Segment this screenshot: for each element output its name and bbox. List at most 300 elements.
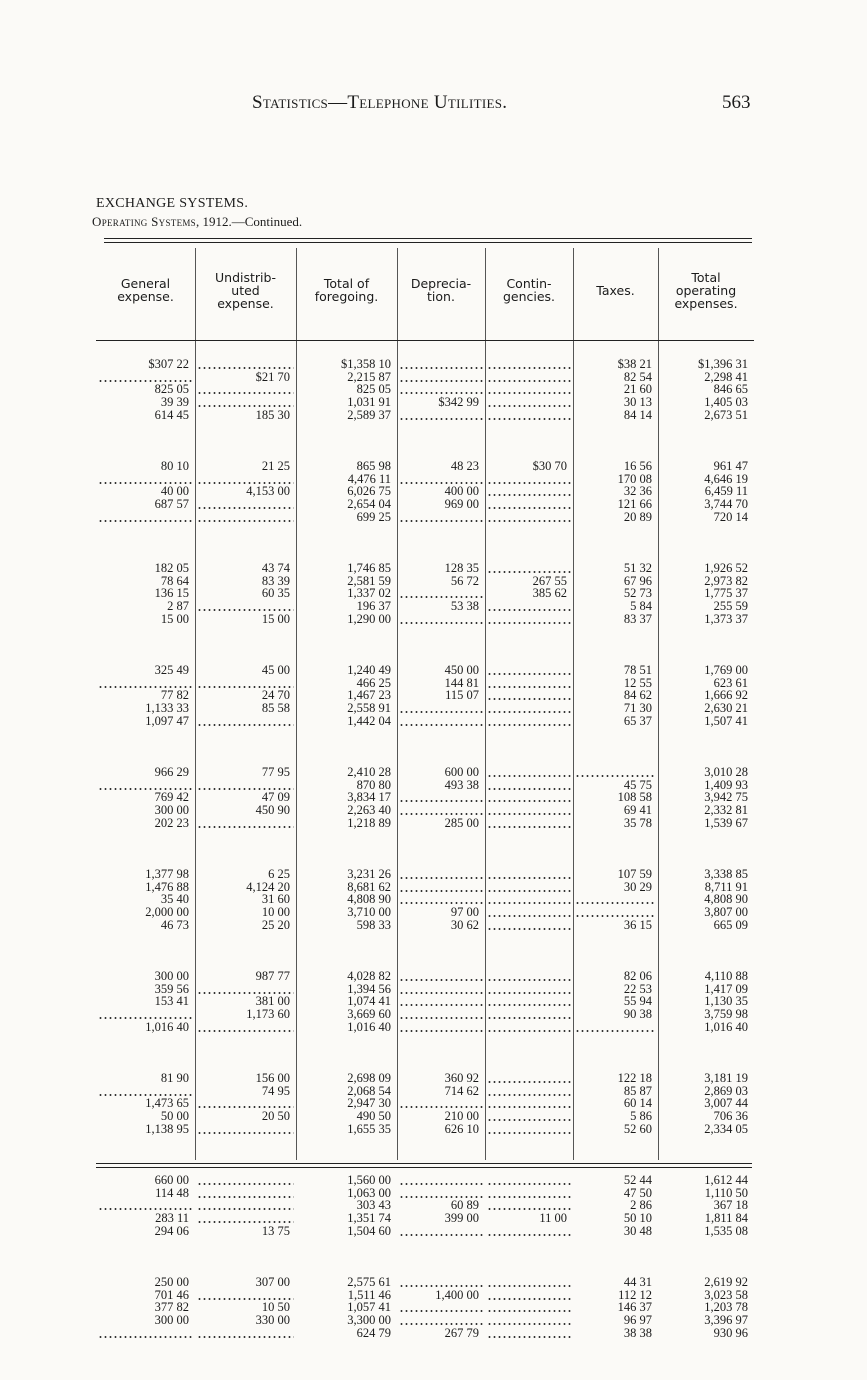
table-cell [575,473,656,485]
table-cell [98,498,193,510]
cell-value: 706 36 [713,1110,748,1123]
cell-value: $1,396 31 [698,358,748,370]
table-cell [399,1072,483,1084]
table-cell [197,1008,294,1020]
cell-value: 128 35 [444,562,479,574]
cell-value: 170 08 [617,472,652,485]
table-cell [197,1289,294,1301]
cell-value: 450 00 [444,664,479,676]
table-cell [660,1021,752,1033]
cell-value: 2 87 [167,600,189,613]
cell-value: 1,467 23 [347,689,391,702]
table-cell [98,1072,193,1084]
table-cell [197,575,294,587]
cell-value: 660 00 [154,1174,189,1186]
table-cell [399,473,483,485]
table-cell [399,409,483,421]
table-cell [399,868,483,880]
table-cell [399,613,483,625]
cell-value: 2,869 03 [704,1084,748,1097]
column-separator [397,248,398,1160]
cell-value: 1,373 37 [704,612,748,625]
table-cell [575,1327,656,1339]
cell-value: 5 86 [630,1110,652,1123]
table-cell [399,371,483,383]
cell-value: 2,630 21 [704,702,748,715]
table-cell [487,383,571,395]
table-cell [575,779,656,791]
page-number: 563 [722,92,751,113]
table-cell [98,396,193,408]
table-cell [98,1187,193,1199]
cell-value: 35 78 [623,816,652,829]
table-cell [197,1301,294,1313]
cell-value: 466 25 [356,676,391,689]
cell-value: 4,124 20 [246,880,290,893]
bottom-rule-upper [96,1163,752,1164]
table-cell [487,1072,571,1084]
caption-suffix: , 1912.—Continued. [195,214,303,229]
table-cell [575,613,656,625]
cell-value: 65 37 [623,714,652,727]
table-cell [660,919,752,931]
table-cell [197,383,294,395]
table-cell [298,1123,395,1135]
table-cell [399,485,483,497]
cell-value: 493 38 [444,778,479,791]
cell-value: 2,215 87 [347,370,391,383]
cell-value: 1,473 65 [145,1097,189,1110]
cell-value: 3,807 00 [704,906,748,919]
table-cell [487,868,571,880]
cell-value: 2,334 05 [704,1122,748,1135]
cell-value: 21 25 [261,460,290,472]
table-cell [298,485,395,497]
table-cell [487,677,571,689]
cell-value: 769 42 [154,791,189,804]
table-cell [660,1008,752,1020]
table-cell [98,409,193,421]
table-cell [197,983,294,995]
expense-table [96,248,754,1339]
table-cell [298,1174,395,1186]
table-cell [197,473,294,485]
cell-value: 1,666 92 [704,689,748,702]
cell-value: 1,476 88 [145,880,189,893]
table-cell [399,1212,483,1224]
table-cell [660,358,752,370]
table-cell [487,1008,571,1020]
cell-value: 1,110 50 [704,1186,748,1199]
cell-value: 3,710 00 [347,906,391,919]
column-separator [296,248,297,1160]
cell-value: 3,396 97 [704,1314,748,1327]
table-cell [98,485,193,497]
table-caption-line-2 [92,214,302,230]
cell-value: 1,133 33 [145,702,189,715]
cell-value: 3,669 60 [347,1008,391,1021]
cell-value: 52 60 [623,1122,652,1135]
table-cell [660,689,752,701]
cell-value: 35 40 [160,893,189,906]
table-cell [298,409,395,421]
table-cell [298,995,395,1007]
cell-value: 1,511 46 [347,1288,391,1301]
table-cell [660,906,752,918]
table-cell [487,358,571,370]
cell-value: 13 75 [261,1224,290,1237]
cell-value: 122 18 [617,1072,652,1084]
cell-value: 614 45 [154,408,189,421]
cell-value: 3,007 44 [704,1097,748,1110]
table-cell [298,779,395,791]
table-cell [575,396,656,408]
table-cell [197,371,294,383]
table-cell [660,677,752,689]
table-cell [197,613,294,625]
table-cell [487,1199,571,1211]
cell-value: 2,410 28 [347,766,391,778]
table-cell [98,689,193,701]
table-cell [197,766,294,778]
table-cell [575,702,656,714]
cell-value: 1,173 60 [246,1008,290,1021]
table-cell [98,906,193,918]
table-cell [298,1097,395,1109]
table-cell [399,881,483,893]
cell-value: 4,110 88 [704,970,748,982]
cell-value: 1,138 95 [145,1122,189,1135]
table-cell [197,1072,294,1084]
table-cell [660,1187,752,1199]
cell-value: 1,031 91 [347,396,391,409]
table-cell [575,804,656,816]
table-cell [98,600,193,612]
table-cell [197,995,294,1007]
cell-value: 720 14 [713,510,748,523]
cell-value: 45 00 [261,664,290,676]
cell-value: 185 30 [255,408,290,421]
cell-value: $21 70 [255,370,290,383]
table-cell [660,460,752,472]
table-cell [98,1199,193,1211]
table-cell [98,473,193,485]
table-cell [575,677,656,689]
table-cell [399,906,483,918]
table-cell [487,1289,571,1301]
table-cell [660,600,752,612]
table-cell [298,575,395,587]
table-cell [575,1301,656,1313]
table-cell [298,473,395,485]
table-cell [399,587,483,599]
column-header: Total of foregoing. [314,276,379,304]
table-cell [575,1085,656,1097]
table-cell [575,1199,656,1211]
cell-value: 2,619 92 [704,1276,748,1288]
table-cell [399,1199,483,1211]
table-cell [575,1008,656,1020]
table-cell [487,396,571,408]
cell-value: 450 90 [255,804,290,817]
table-cell [298,1301,395,1313]
cell-value: 330 00 [255,1314,290,1327]
table-cell [660,779,752,791]
table-cell [298,562,395,574]
table-cell [575,1021,656,1033]
cell-value: 20 89 [623,510,652,523]
cell-value: 8,711 91 [704,880,748,893]
cell-value: 3,744 70 [704,498,748,511]
table-cell [575,1123,656,1135]
table-cell [197,677,294,689]
table-cell [487,1187,571,1199]
column-header: General expense. [117,276,174,304]
table-cell [197,817,294,829]
cell-value: 1,409 93 [704,778,748,791]
table-cell [298,893,395,905]
table-cell [98,511,193,523]
cell-value: 1,417 09 [704,982,748,995]
cell-value: 1,655 35 [347,1122,391,1135]
table-cell [575,511,656,523]
table-cell [399,664,483,676]
table-cell [98,562,193,574]
column-header: Undistrib- uted expense. [215,269,276,311]
table-cell [197,715,294,727]
cell-value: 115 07 [445,689,479,702]
table-cell [197,970,294,982]
table-cell [660,1314,752,1326]
table-cell [399,791,483,803]
table-cell [399,677,483,689]
table-cell [197,1327,294,1339]
cell-value: 30 13 [623,396,652,409]
table-cell [575,791,656,803]
table-cell [298,1289,395,1301]
table-cell [98,587,193,599]
cell-value: 267 79 [444,1326,479,1339]
table-cell [298,817,395,829]
cell-value: 1,290 00 [347,612,391,625]
table-cell [298,791,395,803]
cell-value: 32 36 [623,485,652,498]
cell-value: 1,507 41 [704,714,748,727]
table-cell [660,396,752,408]
column-separator [658,248,659,1160]
cell-value: 77 82 [160,689,189,702]
table-cell [298,983,395,995]
table-cell [660,613,752,625]
table-cell [660,881,752,893]
table-cell [660,1174,752,1186]
table-cell [575,383,656,395]
cell-value: 665 09 [713,918,748,931]
table-cell [575,689,656,701]
table-cell [399,1008,483,1020]
table-cell [575,1212,656,1224]
cell-value: 987 77 [255,970,290,982]
cell-value: 53 38 [450,600,479,613]
cell-value: 2,000 00 [145,906,189,919]
table-cell [660,766,752,778]
table-cell [660,804,752,816]
cell-value: 1,016 40 [704,1020,748,1033]
table-cell [298,358,395,370]
table-cell [197,689,294,701]
cell-value: 112 12 [618,1288,652,1301]
cell-value: 1,746 85 [347,562,391,574]
cell-value: 78 51 [623,664,652,676]
cell-value: 1,016 40 [347,1020,391,1033]
cell-value: 359 56 [154,982,189,995]
table-cell [575,817,656,829]
table-cell [487,562,571,574]
cell-value: 2,973 82 [704,574,748,587]
table-cell [660,1072,752,1084]
cell-value: 39 39 [160,396,189,409]
table-cell [298,970,395,982]
cell-value: 182 05 [154,562,189,574]
table-cell [298,1072,395,1084]
running-head [0,92,867,116]
table-cell [575,358,656,370]
table-cell [487,1110,571,1122]
table-cell [298,613,395,625]
cell-value: 930 96 [713,1326,748,1339]
table-cell [399,358,483,370]
cell-value: 1,926 52 [704,562,748,574]
cell-value: 1,063 00 [347,1186,391,1199]
running-title: Statistics—Telephone Utilities. [252,92,508,113]
table-cell [660,1199,752,1211]
table-cell [298,1008,395,1020]
table-cell [575,893,656,905]
cell-value: 294 06 [154,1224,189,1237]
table-cell [98,1276,193,1288]
table-cell [197,409,294,421]
cell-value: 97 00 [450,906,479,919]
table-cell [575,460,656,472]
table-cell [298,715,395,727]
cell-value: 146 37 [617,1301,652,1314]
table-cell [399,970,483,982]
top-rule-lower [104,242,752,243]
table-cell [660,575,752,587]
cell-value: 38 38 [623,1326,652,1339]
table-cell [98,1289,193,1301]
table-cell [197,1199,294,1211]
table-cell [487,1212,571,1224]
table-cell [298,1085,395,1097]
table-cell [399,1327,483,1339]
table-cell [98,702,193,714]
cell-value: 2,698 09 [347,1072,391,1084]
table-cell [197,1085,294,1097]
cell-value: 74 95 [261,1084,290,1097]
cell-value: 144 81 [444,676,479,689]
cell-value: 1,442 04 [347,714,391,727]
table-cell [660,702,752,714]
table-cell [575,1225,656,1237]
table-cell [399,702,483,714]
table-cell [487,460,571,472]
table-cell [298,383,395,395]
table-cell [487,498,571,510]
table-cell [399,1085,483,1097]
table-cell [660,1276,752,1288]
cell-value: 84 62 [623,689,652,702]
table-cell [487,664,571,676]
table-cell [575,1072,656,1084]
table-cell [197,562,294,574]
table-cell [660,1110,752,1122]
cell-value: 1,504 60 [347,1224,391,1237]
table-cell [298,511,395,523]
table-cell [487,791,571,803]
cell-value: 10 00 [261,906,290,919]
cell-value: 367 18 [713,1199,748,1212]
cell-value: 108 58 [617,791,652,804]
table-cell [487,1174,571,1186]
table-cell [660,1097,752,1109]
table-cell [660,893,752,905]
cell-value: 67 96 [623,574,652,587]
cell-value: 966 29 [154,766,189,778]
table-cell [575,1289,656,1301]
table-cell [98,575,193,587]
cell-value: 714 62 [444,1084,479,1097]
cell-value: 202 23 [154,816,189,829]
table-cell [197,893,294,905]
table-cell [98,715,193,727]
table-cell [399,1314,483,1326]
cell-value: 490 50 [356,1110,391,1123]
table-cell [660,983,752,995]
table-cell [487,473,571,485]
cell-value: 300 00 [154,970,189,982]
cell-value: 3,942 75 [704,791,748,804]
table-cell [399,460,483,472]
table-cell [575,371,656,383]
cell-value: 30 48 [623,1224,652,1237]
cell-value: 82 06 [623,970,652,982]
cell-value: 1,769 00 [704,664,748,676]
cell-value: 846 65 [713,383,748,396]
table-cell [399,600,483,612]
cell-value: 31 60 [261,893,290,906]
table-cell [399,766,483,778]
table-cell [298,664,395,676]
table-cell [399,396,483,408]
table-cell [298,1327,395,1339]
table-cell [298,766,395,778]
cell-value: 598 33 [356,918,391,931]
table-cell [298,689,395,701]
cell-value: 865 98 [356,460,391,472]
cell-value: 385 62 [532,587,567,600]
table-cell [98,983,193,995]
table-cell [197,881,294,893]
table-cell [197,1276,294,1288]
cell-value: 80 10 [160,460,189,472]
cell-value: 3,338 85 [704,868,748,880]
table-cell [298,1276,395,1288]
table-cell [660,868,752,880]
table-cell [487,804,571,816]
table-cell [98,1097,193,1109]
column-header: Total operating expenses. [674,269,738,311]
